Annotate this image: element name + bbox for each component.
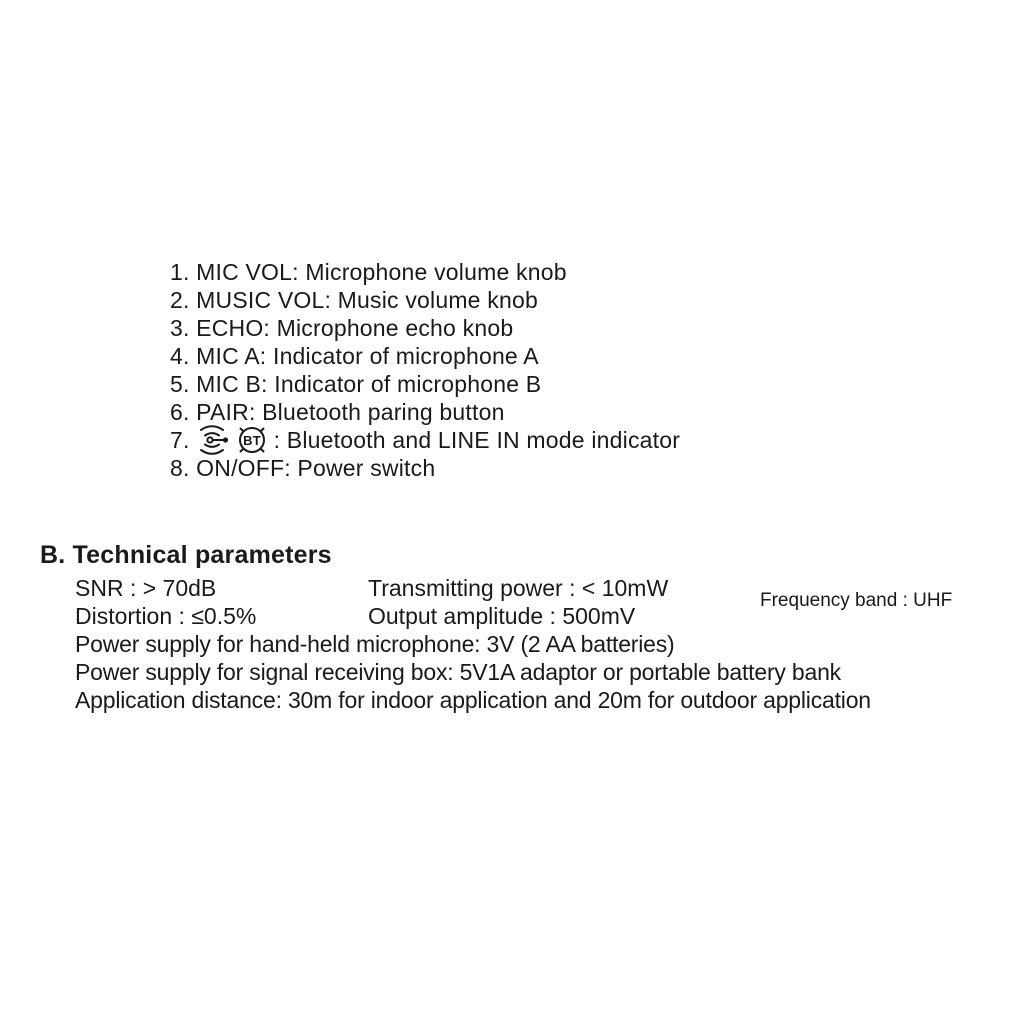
spec-row-2: [75, 602, 636, 630]
spec-output-amplitude: Output amplitude : 500mV: [368, 603, 636, 629]
spec-distortion: Distortion : ≤0.5%: [75, 603, 257, 629]
bluetooth-bt-badge-icon: [236, 424, 268, 456]
section-b-heading: B. Technical parameters: [40, 541, 332, 569]
list-item-7: [170, 426, 680, 454]
spec-transmitting-power: Transmitting power : < 10mW: [368, 575, 669, 601]
bt-badge-label: BT: [242, 433, 261, 448]
spec-power-supply-mic: Power supply for hand-held microphone: 3V (2 AA batteries): [75, 631, 675, 657]
list-item-7-number: 7.: [170, 427, 190, 453]
list-item-3: 3. ECHO: Microphone echo knob: [170, 315, 514, 341]
list-item-6: 6. PAIR: Bluetooth paring button: [170, 399, 505, 425]
spec-power-supply-box: Power supply for signal receiving box: 5V1A adaptor or portable battery bank: [75, 659, 841, 685]
list-item-1: 1. MIC VOL: Microphone volume knob: [170, 259, 567, 285]
list-item-4: 4. MIC A: Indicator of microphone A: [170, 343, 539, 369]
controls-list: [170, 258, 680, 482]
signal-line-in-icon: [197, 425, 230, 455]
list-item-7-text: : Bluetooth and LINE IN mode indicator: [273, 427, 681, 453]
list-item-2: 2. MUSIC VOL: Music volume knob: [170, 287, 538, 313]
spec-frequency-band: Frequency band : UHF: [760, 590, 953, 611]
spec-row-1: [75, 574, 669, 602]
list-item-8: 8. ON/OFF: Power switch: [170, 455, 436, 481]
list-item-5: 5. MIC B: Indicator of microphone B: [170, 371, 542, 397]
spec-application-distance: Application distance: 30m for indoor application and 20m for outdoor application: [75, 687, 871, 713]
spec-snr: SNR : > 70dB: [75, 575, 217, 601]
